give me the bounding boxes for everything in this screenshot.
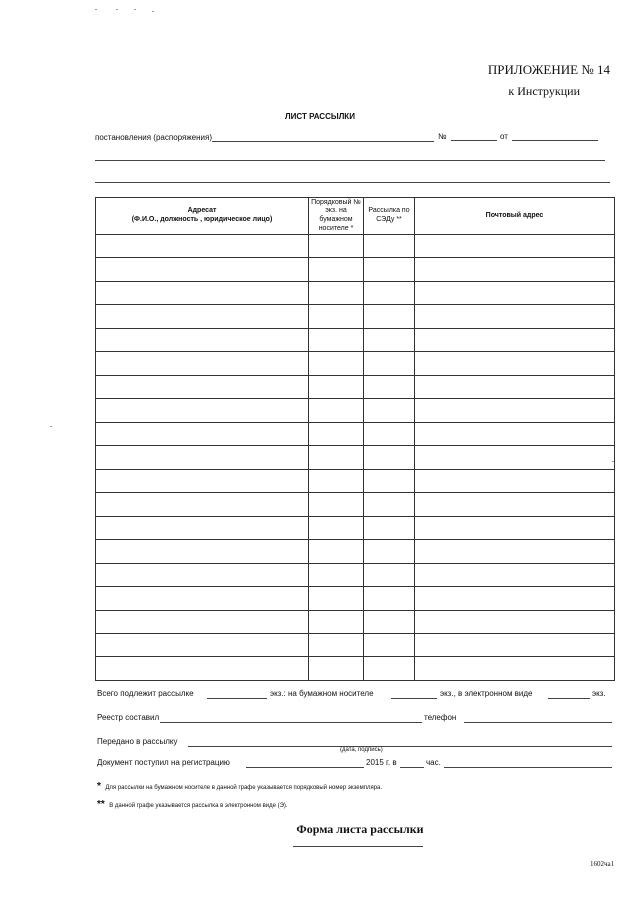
table-row — [96, 305, 615, 328]
addressee-cell — [96, 563, 309, 586]
postal-address-cell — [415, 516, 615, 539]
serial-number-cell — [309, 540, 364, 563]
form-title: Форма листа рассылки — [296, 822, 424, 836]
addressee-cell — [96, 493, 309, 516]
sedo-cell — [364, 587, 415, 610]
sedo-cell — [364, 469, 415, 492]
note-2 — [97, 794, 288, 812]
total-paper-field — [207, 698, 267, 699]
date-field-line — [512, 140, 598, 141]
postal-address-cell — [415, 352, 615, 375]
postal-address-cell — [415, 422, 615, 445]
document-title: ЛИСТ РАССЫЛКИ — [285, 112, 355, 121]
scan-speck — [116, 9, 118, 10]
serial-number-cell — [309, 281, 364, 304]
serial-number-cell — [309, 235, 364, 258]
total-prefix-label: Всего подлежит рассылке — [97, 689, 194, 698]
sedo-cell — [364, 516, 415, 539]
sedo-cell — [364, 235, 415, 258]
appendix-title: ПРИЛОЖЕНИЕ № 14 — [487, 62, 610, 77]
scan-speck — [50, 426, 52, 427]
phone-field — [464, 722, 612, 723]
registry-field — [160, 722, 422, 723]
note-2-mark: ** — [97, 799, 105, 810]
addressee-cell — [96, 469, 309, 492]
sedo-header: Рассылка по СЭДу ** — [364, 198, 415, 235]
table-row — [96, 328, 615, 351]
sedo-cell — [364, 375, 415, 398]
table-row — [96, 540, 615, 563]
total-electronic-field — [391, 698, 437, 699]
resolution-field-line — [212, 141, 434, 142]
postal-address-cell — [415, 281, 615, 304]
table-row — [96, 610, 615, 633]
addressee-cell — [96, 587, 309, 610]
addressee-cell — [96, 657, 309, 681]
addressee-cell — [96, 328, 309, 351]
resolution-label: постановления (распоряжения) — [95, 133, 213, 142]
handed-caption: (дата, подпись) — [340, 747, 383, 753]
addressee-cell — [96, 516, 309, 539]
table-row — [96, 422, 615, 445]
table-row — [96, 469, 615, 492]
addressee-cell — [96, 235, 309, 258]
total-end-field — [548, 698, 590, 699]
table-row — [96, 281, 615, 304]
serial-number-cell — [309, 375, 364, 398]
postal-address-cell — [415, 563, 615, 586]
table-row — [96, 563, 615, 586]
handed-label: Передано в рассылку — [97, 737, 178, 746]
sedo-cell — [364, 563, 415, 586]
note-1 — [97, 776, 382, 794]
note-1-mark: * — [97, 781, 101, 792]
serial-number-cell — [309, 610, 364, 633]
blank-line-2 — [95, 182, 610, 183]
number-field-line — [451, 140, 497, 141]
postal-address-cell — [415, 587, 615, 610]
addressee-cell — [96, 305, 309, 328]
received-hour-field — [400, 767, 424, 768]
postal-address-cell — [415, 375, 615, 398]
postal-address-cell — [415, 610, 615, 633]
received-tail-field — [444, 767, 612, 768]
page-code: 1602ча1 — [590, 860, 615, 868]
table-row — [96, 399, 615, 422]
sedo-cell — [364, 633, 415, 656]
serial-number-cell — [309, 493, 364, 516]
scan-speck — [95, 9, 97, 10]
postal-address-cell — [415, 328, 615, 351]
postal-address-cell — [415, 305, 615, 328]
table-row — [96, 633, 615, 656]
table-row — [96, 235, 615, 258]
serial-number-cell — [309, 469, 364, 492]
received-year-label: 2015 г. в — [366, 758, 397, 767]
appendix-subtitle: к Инструкции — [508, 84, 580, 98]
total-electronic-label: экз., в электронном виде — [440, 689, 533, 698]
sedo-cell — [364, 305, 415, 328]
registry-label: Реестр составил — [97, 713, 160, 722]
postal-address-cell — [415, 540, 615, 563]
table-row — [96, 375, 615, 398]
blank-line-1 — [95, 160, 605, 161]
sedo-cell — [364, 258, 415, 281]
scan-speck — [134, 9, 136, 10]
table-header-row — [96, 198, 615, 235]
postal-address-cell — [415, 493, 615, 516]
note-1-text: Для рассылки на бумажном носителе в данной графе указывается порядковый номер экземпляра. — [105, 785, 383, 791]
addressee-cell — [96, 352, 309, 375]
addressee-cell — [96, 281, 309, 304]
postal-address-cell — [415, 633, 615, 656]
postal-address-header: Почтовый адрес — [415, 198, 615, 235]
sedo-cell — [364, 610, 415, 633]
date-label: от — [500, 132, 508, 141]
sedo-cell — [364, 540, 415, 563]
addressee-cell — [96, 610, 309, 633]
table-row — [96, 352, 615, 375]
addressee-header: Адресат (Ф.И.О., должность , юридическое лицо) — [96, 198, 309, 235]
serial-number-cell — [309, 352, 364, 375]
serial-number-cell — [309, 516, 364, 539]
table-row — [96, 493, 615, 516]
serial-number-cell — [309, 633, 364, 656]
serial-number-cell — [309, 328, 364, 351]
sedo-cell — [364, 446, 415, 469]
serial-number-cell — [309, 399, 364, 422]
scan-speck — [612, 461, 614, 462]
scan-speck — [152, 11, 154, 12]
serial-number-header: Порядковый № экз. на бумажном носителе * — [309, 198, 364, 235]
postal-address-cell — [415, 235, 615, 258]
table-row — [96, 657, 615, 681]
form-title-underline — [293, 846, 423, 847]
sedo-cell — [364, 281, 415, 304]
received-date-field — [246, 767, 364, 768]
postal-address-cell — [415, 469, 615, 492]
sedo-cell — [364, 399, 415, 422]
serial-number-cell — [309, 422, 364, 445]
table-row — [96, 258, 615, 281]
handed-field — [188, 746, 612, 747]
postal-address-cell — [415, 399, 615, 422]
number-label: № — [438, 132, 447, 141]
distribution-table — [95, 197, 615, 681]
table-row — [96, 587, 615, 610]
serial-number-cell — [309, 258, 364, 281]
addressee-cell — [96, 375, 309, 398]
total-end-label: экз. — [592, 689, 606, 698]
addressee-cell — [96, 399, 309, 422]
sedo-cell — [364, 328, 415, 351]
sedo-cell — [364, 493, 415, 516]
addressee-cell — [96, 540, 309, 563]
received-label: Документ поступил на регистрацию — [97, 758, 230, 767]
note-2-text: В данной графе указывается рассылка в электронном виде (Э). — [109, 803, 288, 809]
sedo-cell — [364, 422, 415, 445]
addressee-cell — [96, 258, 309, 281]
total-paper-label: экз.: на бумажном носителе — [270, 689, 374, 698]
addressee-cell — [96, 633, 309, 656]
received-hour-label: час. — [426, 758, 441, 767]
addressee-cell — [96, 422, 309, 445]
phone-label: телефон — [424, 713, 457, 722]
serial-number-cell — [309, 563, 364, 586]
table-row — [96, 516, 615, 539]
table-row — [96, 446, 615, 469]
serial-number-cell — [309, 657, 364, 681]
serial-number-cell — [309, 446, 364, 469]
postal-address-cell — [415, 446, 615, 469]
serial-number-cell — [309, 587, 364, 610]
serial-number-cell — [309, 305, 364, 328]
sedo-cell — [364, 352, 415, 375]
postal-address-cell — [415, 657, 615, 681]
postal-address-cell — [415, 258, 615, 281]
sedo-cell — [364, 657, 415, 681]
addressee-cell — [96, 446, 309, 469]
